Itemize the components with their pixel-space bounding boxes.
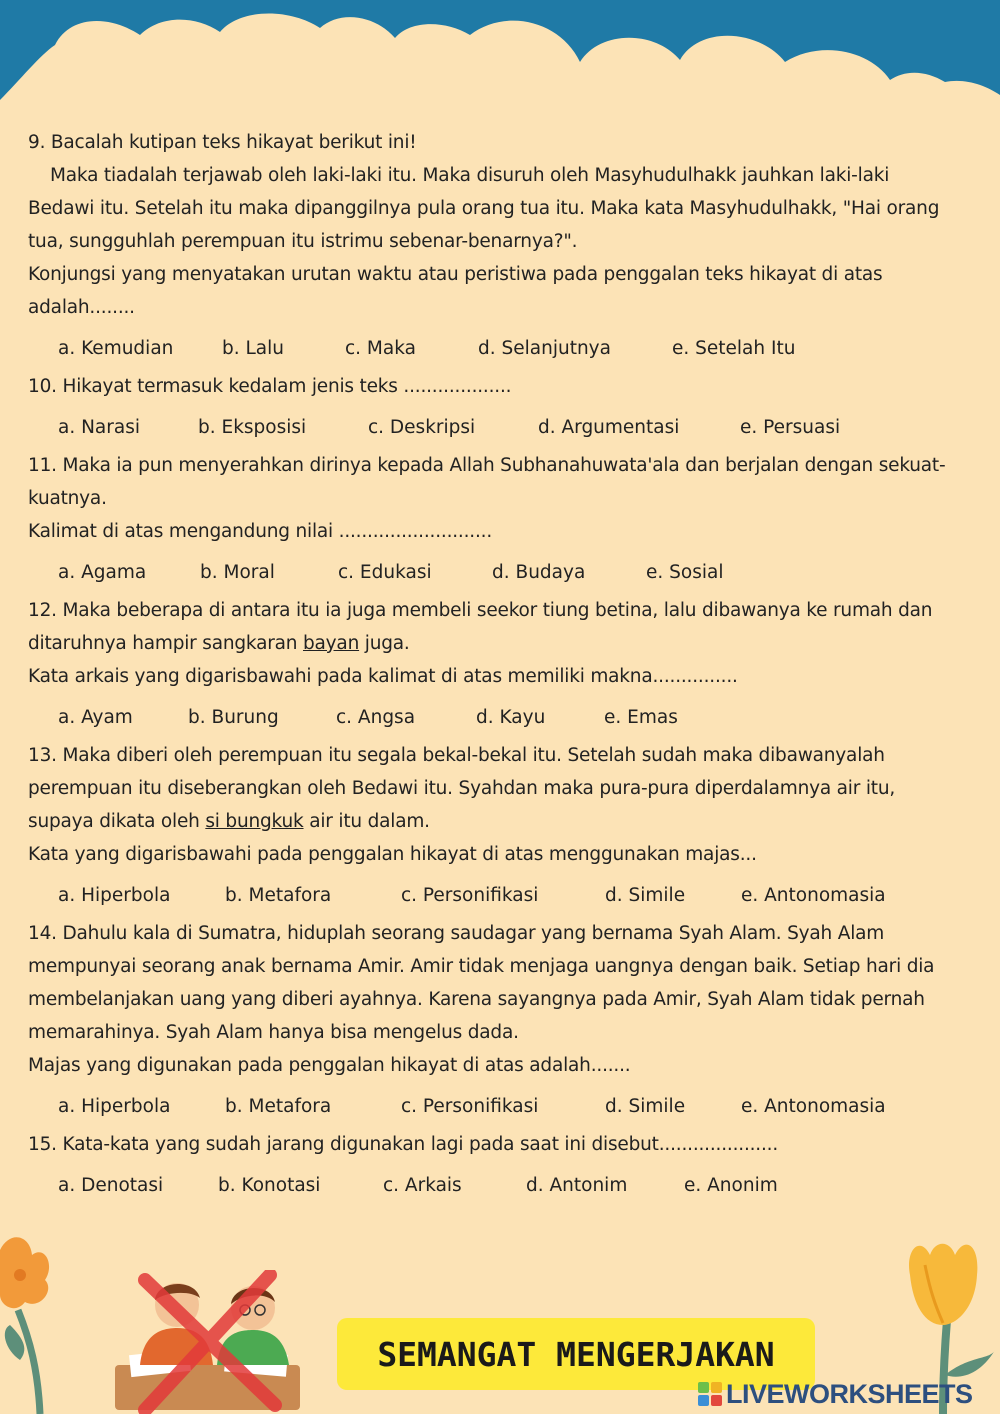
option-c[interactable]: c. Edukasi xyxy=(338,562,432,583)
question-9-line-3: Bedawi itu. Setelah itu maka dipanggilnya pula orang tua itu. Maka kata Masyhudulhakk, "Hai orang xyxy=(28,198,940,219)
line-text: juga. xyxy=(359,633,410,654)
question-11-line-2: kuatnya. xyxy=(28,488,107,509)
question-9-line-1: 9. Bacalah kutipan teks hikayat berikut ini! xyxy=(28,132,417,153)
question-15-options xyxy=(28,1169,953,1203)
option-a[interactable]: a. Ayam xyxy=(58,707,133,728)
question-12 xyxy=(28,594,953,735)
question-11 xyxy=(28,449,953,590)
option-d[interactable]: d. Antonim xyxy=(526,1175,628,1196)
question-12-line-3: Kata arkais yang digarisbawahi pada kalimat di atas memiliki makna............... xyxy=(28,666,738,687)
line-text: ditaruhnya hampir sangkaran xyxy=(28,633,303,654)
liveworksheets-watermark xyxy=(698,1378,973,1410)
option-d[interactable]: d. Simile xyxy=(605,885,686,906)
question-10-line-1: 10. Hikayat termasuk kedalam jenis teks ................... xyxy=(28,376,512,397)
option-c[interactable]: c. Deskripsi xyxy=(368,417,476,438)
question-9-options xyxy=(28,332,953,366)
option-c[interactable]: c. Personifikasi xyxy=(401,1096,539,1117)
option-c[interactable]: c. Angsa xyxy=(336,707,416,728)
line-text: supaya dikata oleh xyxy=(28,811,206,832)
underlined-word: si bungkuk xyxy=(205,811,304,832)
option-e[interactable]: e. Emas xyxy=(604,707,678,728)
option-c[interactable]: c. Maka xyxy=(345,338,416,359)
question-9-line-6: adalah........ xyxy=(28,297,135,318)
option-b[interactable]: b. Konotasi xyxy=(218,1175,321,1196)
question-14-options xyxy=(28,1090,953,1124)
underlined-word: bayan xyxy=(303,633,360,654)
option-d[interactable]: d. Selanjutnya xyxy=(478,338,611,359)
question-12-line-1: 12. Maka beberapa di antara itu ia juga membeli seekor tiung betina, lalu dibawanya ke rumah dan xyxy=(28,600,933,621)
option-a[interactable]: a. Hiperbola xyxy=(58,1096,171,1117)
flower-left-icon xyxy=(0,1230,90,1414)
question-9 xyxy=(28,126,953,366)
option-b[interactable]: b. Metafora xyxy=(225,1096,332,1117)
option-b[interactable]: b. Eksposisi xyxy=(198,417,307,438)
option-d[interactable]: d. Kayu xyxy=(476,707,546,728)
option-c[interactable]: c. Personifikasi xyxy=(401,885,539,906)
question-11-line-3: Kalimat di atas mengandung nilai ........................... xyxy=(28,521,493,542)
question-14-line-4: memarahinya. Syah Alam hanya bisa mengelus dada. xyxy=(28,1022,519,1043)
question-12-line-2 xyxy=(28,627,953,660)
question-13-line-3 xyxy=(28,805,953,838)
option-e[interactable]: e. Persuasi xyxy=(740,417,841,438)
question-10 xyxy=(28,370,953,445)
header-wave xyxy=(0,0,1000,130)
question-14 xyxy=(28,917,953,1124)
line-text: air itu dalam. xyxy=(303,811,430,832)
question-14-line-3: membelanjakan uang yang diberi ayahnya. Karena sayangnya pada Amir, Syah Alam tidak pernah xyxy=(28,989,925,1010)
question-14-line-5: Majas yang digunakan pada penggalan hikayat di atas adalah....... xyxy=(28,1055,631,1076)
question-15 xyxy=(28,1128,953,1203)
question-13-line-4: Kata yang digarisbawahi pada penggalan hikayat di atas menggunakan majas... xyxy=(28,844,757,865)
option-b[interactable]: b. Metafora xyxy=(225,885,332,906)
liveworksheets-logo-icon xyxy=(698,1382,722,1406)
question-14-line-1: 14. Dahulu kala di Sumatra, hiduplah seorang saudagar yang bernama Syah Alam. Syah Alam xyxy=(28,923,885,944)
question-13-line-1: 13. Maka diberi oleh perempuan itu segala bekal-bekal itu. Setelah sudah maka dibawanyalah xyxy=(28,745,885,766)
question-13-options xyxy=(28,879,953,913)
option-a[interactable]: a. Hiperbola xyxy=(58,885,171,906)
question-11-line-1: 11. Maka ia pun menyerahkan dirinya kepada Allah Subhanahuwata'ala dan berjalan dengan sekuat- xyxy=(28,455,946,476)
question-12-options xyxy=(28,701,953,735)
option-d[interactable]: d. Simile xyxy=(605,1096,686,1117)
question-9-line-5: Konjungsi yang menyatakan urutan waktu atau peristiwa pada penggalan teks hikayat di atas xyxy=(28,264,883,285)
motivation-banner: SEMANGAT MENGERJAKAN xyxy=(337,1318,815,1390)
brand-text: LIVEWORKSHEETS xyxy=(726,1378,973,1409)
option-e[interactable]: e. Antonomasia xyxy=(741,1096,886,1117)
option-e[interactable]: e. Anonim xyxy=(684,1175,778,1196)
option-e[interactable]: e. Sosial xyxy=(646,562,724,583)
option-d[interactable]: d. Argumentasi xyxy=(538,417,680,438)
option-a[interactable]: a. Denotasi xyxy=(58,1175,164,1196)
question-14-line-2: mempunyai seorang anak bernama Amir. Amir tidak menjaga uangnya dengan baik. Setiap hari dia xyxy=(28,956,935,977)
worksheet-content xyxy=(28,126,953,1207)
option-a[interactable]: a. Kemudian xyxy=(58,338,174,359)
question-15-line-1: 15. Kata-kata yang sudah jarang digunakan lagi pada saat ini disebut..................... xyxy=(28,1134,779,1155)
question-13 xyxy=(28,739,953,913)
option-b[interactable]: b. Burung xyxy=(188,707,279,728)
question-13-line-2: perempuan itu diseberangkan oleh Bedawi itu. Syahdan maka pura-pura diperdalamnya air itu, xyxy=(28,778,896,799)
option-e[interactable]: e. Setelah Itu xyxy=(672,338,796,359)
question-9-line-4: tua, sungguhlah perempuan itu istrimu sebenar-benarnya?". xyxy=(28,231,578,252)
students-illustration-icon xyxy=(105,1270,305,1414)
option-d[interactable]: d. Budaya xyxy=(492,562,586,583)
option-e[interactable]: e. Antonomasia xyxy=(741,885,886,906)
question-9-line-2: Maka tiadalah terjawab oleh laki-laki itu. Maka disuruh oleh Masyhudulhakk jauhkan laki-laki xyxy=(50,165,890,186)
option-a[interactable]: a. Agama xyxy=(58,562,147,583)
question-10-options xyxy=(28,411,953,445)
option-a[interactable]: a. Narasi xyxy=(58,417,140,438)
question-11-options xyxy=(28,556,953,590)
option-b[interactable]: b. Moral xyxy=(200,562,275,583)
option-c[interactable]: c. Arkais xyxy=(383,1175,462,1196)
option-b[interactable]: b. Lalu xyxy=(222,338,285,359)
